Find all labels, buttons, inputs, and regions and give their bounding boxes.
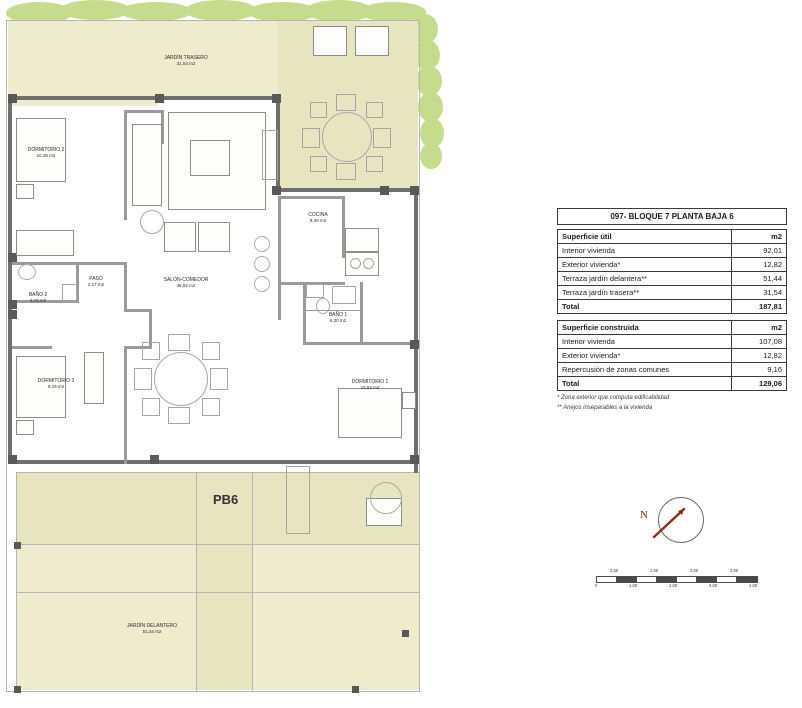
room-label: DORMITORIO 1 15,82 m2 [351,379,389,391]
window-marker [8,94,17,103]
furniture-chair [336,163,356,180]
wall [124,110,127,220]
room-label: COCINA 8,39 m2 [308,212,328,224]
table-row [558,272,787,286]
scale-segment [716,576,738,583]
furniture-dining-chair [134,368,152,390]
table-header-row [558,230,787,244]
furniture-chair [366,156,383,172]
wall [281,196,345,199]
furniture-dining-chair [210,368,228,390]
panel-title: 097- BLOQUE 7 PLANTA BAJA 6 [558,209,787,225]
total-label: Total [558,300,732,314]
row-label: Interior vivienda [558,335,732,349]
table-total-row [558,300,787,314]
scale-tick-bottom: 0 [595,583,598,588]
front-terrace-area [16,472,420,544]
row-label: Repercusión de zonas comunes [558,363,732,377]
plot-boundary [6,20,420,21]
furniture-side-table [254,236,270,252]
furniture-wardrobe [84,352,104,404]
room-label: DORMITORIO 3 9,19 m2 [37,378,75,390]
footnote: * Zona exterior que computa edificabilidad [557,395,670,401]
furniture-dining-chair [168,407,190,424]
window-marker [8,310,17,319]
wall [303,310,361,311]
row-label: Exterior vivienda* [558,349,732,363]
window-marker [352,686,359,693]
compass-needle-icon [648,503,692,543]
compass-north-label: N [640,509,648,521]
room-label: BAÑO 1 6,30 m2 [328,312,348,324]
furniture-toilet [62,284,77,302]
row-value: 12,82 [732,349,787,363]
plot-boundary [16,472,420,473]
room-label: SALÓN-COMEDOR 36,82 m2 [163,277,209,289]
wall [124,346,127,464]
furniture-coffee-table [190,140,230,176]
compass-rose [640,497,702,559]
wall [414,188,418,473]
stair-hatch [286,466,310,534]
scale-tick-top: 3,50 [730,568,739,573]
furniture-bed [338,388,402,438]
room-label: JARDÍN TRASERO 31,54 m2 [164,55,208,67]
table-row [558,286,787,300]
furniture-chair [310,102,327,118]
furniture-nightstand [402,392,416,409]
room-label: PASO 2,17 m2 [87,276,105,288]
window-marker [272,186,281,195]
total-value: 187,81 [732,300,787,314]
total-value: 129,06 [732,377,787,391]
furniture-washbasin [18,264,36,280]
scale-tick-bottom: 4,00 [749,583,758,588]
useful-surface-table [557,229,787,314]
room-label: JARDÍN DELANTERO 51,44 m2 [126,623,178,635]
wall [278,196,281,320]
window-marker [14,542,21,549]
plot-boundary [6,20,7,692]
row-label: Interior vivienda [558,244,732,258]
furniture-wardrobe [16,230,74,256]
furniture-side-table [140,210,164,234]
furniture-dining-chair [202,398,220,416]
scale-segment [696,576,718,583]
rear-garden-area [8,20,158,106]
furniture-side-table [254,276,270,292]
wall [276,188,418,192]
window-marker [410,340,419,349]
scale-segment [616,576,638,583]
wall [8,460,418,464]
furniture-armchair [164,222,196,252]
footnote: ** Anejos inseparables a la vivienda [557,405,653,411]
stair-hatch [262,130,278,180]
furniture-round-table [370,482,402,514]
window-marker [150,455,159,464]
window-marker [14,686,21,693]
table-total-row [558,377,787,391]
room-label: DORMITORIO 2 10,38 m2 [27,147,65,159]
row-value: 51,44 [732,272,787,286]
window-marker [410,455,419,464]
furniture-washbasin [332,286,356,304]
row-label: Terraza jardín delantera** [558,272,732,286]
furniture-outdoor-table [322,112,372,162]
furniture-nightstand [16,184,34,199]
table-row [558,244,787,258]
furniture-hob-burner [363,258,374,269]
table-row [558,349,787,363]
window-marker [272,94,281,103]
table-row [558,335,787,349]
scale-segment [656,576,678,583]
vegetation-blob [185,0,257,21]
built-surface-header: Superficie construida [558,321,732,335]
furniture-nightstand [16,420,34,435]
window-marker [155,94,164,103]
scale-tick-bottom: 3,00 [709,583,718,588]
furniture-chair [310,156,327,172]
row-label: Terraza jardín trasera** [558,286,732,300]
furniture-sofa [132,124,162,206]
wall [360,282,363,344]
window-marker [410,186,419,195]
total-label: Total [558,377,732,391]
scale-tick-top: 1,50 [650,568,659,573]
plot-boundary [16,472,17,691]
row-value: 12,82 [732,258,787,272]
furniture-chair [336,94,356,111]
scale-segment [676,576,698,583]
furniture-chair [366,102,383,118]
scale-tick-top: 2,50 [690,568,699,573]
surface-info-panel [557,208,787,411]
wall [8,96,280,100]
vegetation-blob [120,2,192,21]
window-marker [8,455,17,464]
furniture-dining-chair [142,342,160,360]
wall [8,96,12,464]
panel-title-table [557,208,787,225]
furniture-dining-table [154,352,208,406]
row-value: 92,01 [732,244,787,258]
scale-segment [736,576,758,583]
plot-boundary [196,472,197,691]
built-surface-table [557,320,787,391]
plot-boundary [16,592,420,593]
plot-boundary [16,544,420,545]
table-header-row [558,321,787,335]
furniture-chair [302,128,320,148]
row-label: Exterior vivienda* [558,258,732,272]
scale-segment [596,576,618,583]
window-marker [380,186,389,195]
wall [124,309,152,312]
scale-tick-top: 0,50 [610,568,619,573]
furniture-dining-chair [202,342,220,360]
scale-segment [636,576,658,583]
table-row [558,363,787,377]
vegetation-blob [420,143,442,169]
furniture-chair [373,128,391,148]
furniture-shower [306,284,324,298]
built-surface-unit: m2 [732,321,787,335]
furniture-lounger [355,26,389,56]
unit-label: PB6 [213,492,239,507]
scale-bar [596,568,766,592]
furniture-hob-burner [350,258,361,269]
scale-tick-bottom: 2,00 [669,583,678,588]
furniture-dining-chair [168,334,190,351]
window-marker [8,300,17,309]
plot-boundary [252,472,253,691]
row-value: 107,08 [732,335,787,349]
window-marker [402,630,409,637]
furniture-lounger [313,26,347,56]
row-value: 9,16 [732,363,787,377]
wall [124,262,127,312]
wall [124,110,164,113]
wall [303,342,413,345]
table-row [558,258,787,272]
row-value: 31,54 [732,286,787,300]
furniture-side-table [254,256,270,272]
wall [12,346,52,349]
room-label: BAÑO 2 3,73 m2 [28,292,48,304]
scale-tick-bottom: 1,00 [629,583,638,588]
useful-surface-unit: m2 [732,230,787,244]
useful-surface-header: Superficie útil [558,230,732,244]
furniture-dining-chair [142,398,160,416]
furniture-armchair [198,222,230,252]
furniture-kitchen-counter [345,228,379,252]
